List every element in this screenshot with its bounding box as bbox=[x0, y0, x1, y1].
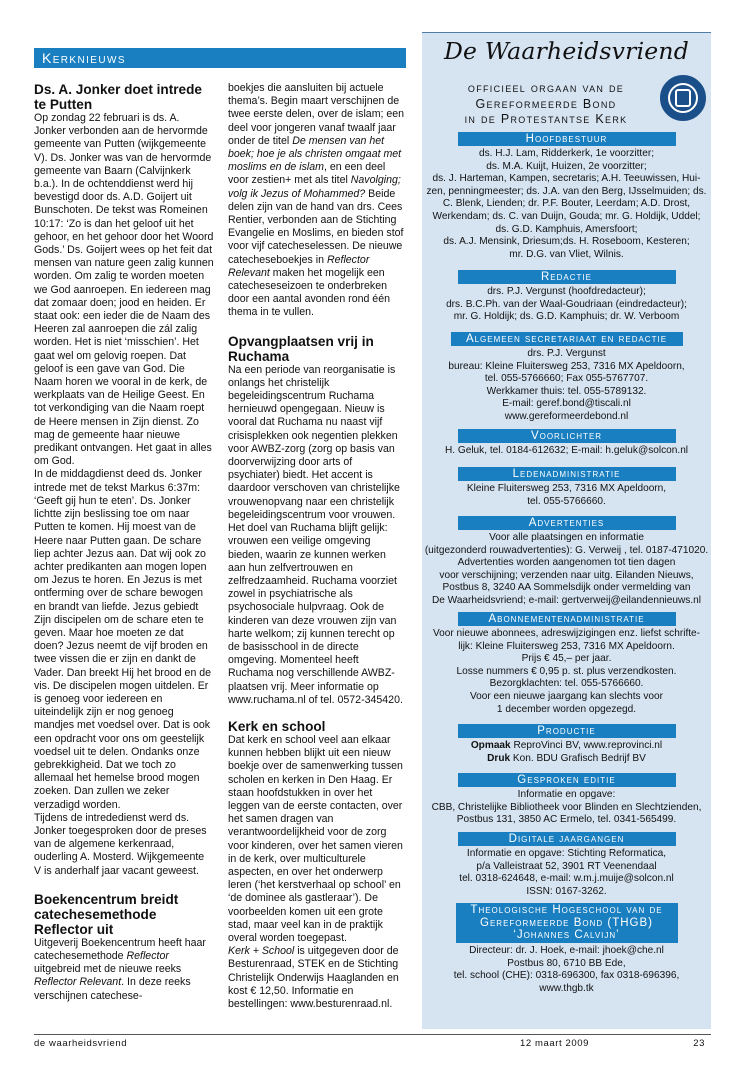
colophon-heading: Theologische Hogeschool van de Gereformeerde Bond (THGB) ‘Johannes Calvijn’ bbox=[456, 903, 678, 943]
masthead-title: De Waarheidsvriend bbox=[444, 37, 689, 65]
colophon-abonnementen: Abonnementenadministratie Voor nieuwe abonnees, adreswijzigingen enz. liefst schrifte- lijk: Kleine Fluitersweg 253, 7316 MX Apeldoorn. Prijs € 45,– per jaar. Losse nummers € 0,95 p. st. plus verzendkosten. Bezorgklachten: tel. 055-5766660. Voor een nieuwe jaargang kan slechts voor 1 december worden opgezegd. bbox=[432, 613, 701, 715]
footer-date: 12 maart 2009 bbox=[520, 1038, 590, 1049]
paragraph: Kerk + School is uitgegeven door de Besturenraad, STEK en de Stichting Christelijk Onderwijs Haaglanden en kost € 12,50. Informatie en bestellingen: www.besturenraad.nl. bbox=[228, 945, 399, 1010]
paragraph: Uitgeverij Boekencentrum heeft haar catechesemethode Reflector uitgebreid met de nieuwe reeks Reflector Relevant. In deze reeks verschijnen catechese- bbox=[34, 936, 206, 1002]
colophon-heading: Ledenadministratie bbox=[458, 467, 676, 481]
article-column-1 bbox=[34, 82, 214, 1003]
colophon-voorlichter: Voorlichter H. Geluk, tel. 0184-612632; E-mail: h.geluk@solcon.nl bbox=[444, 430, 689, 456]
paragraph: Tijdens de intrededienst werd ds. Jonker toegesproken door de preses van de algemene kerkenraad, ouderling A. Mosterd. Wijkgemeente V is anderhalf jaar vacant geweest. bbox=[34, 811, 207, 877]
masthead-subtitle: officieel orgaan van de Gereformeerde Bond in de Protestantse Kerk bbox=[464, 81, 628, 126]
bond-seal-icon bbox=[660, 75, 706, 121]
footer-magazine-name: de waarheidsvriend bbox=[34, 1038, 128, 1049]
colophon-sidebar bbox=[422, 32, 711, 1029]
colophon-redactie: Redactie drs. P.J. Vergunst (hoofdredacteur); drs. B.C.Ph. van der Waal-Goudriaan (eindredacteur); mr. G. Holdijk; ds. G.D. Kamphuis; dr. W. Verboom bbox=[446, 271, 687, 323]
colophon-advertenties: Advertenties Voor alle plaatsingen en informatie (uitgezonderd rouwadvertenties): G. Verweij , tel. 0187-471020. Advertenties worden aangenomen tot tien dagen voor verschijning; verzenden naar uitg. Eilanden Nieuws, Postbus 8, 3240 AA Sommelsdijk onder vermelding van De Waarheidsvriend; e-mail: gertverweij@eilandennieuws.nl bbox=[424, 517, 709, 606]
colophon-heading: Voorlichter bbox=[458, 429, 676, 443]
colophon-hoofdbestuur: Hoofdbestuur ds. H.J. Lam, Ridderkerk, 1e voorzitter; ds. M.A. Kuijt, Huizen, 2e voorzitter; ds. J. Harteman, Kampen, secretaris; A.H. Teeuwissen, Hui- zen, penningmeester; ds. J.A. van den Berg, IJsselmuiden; ds. C. Blenk, Lienden; dr. P.F. Bouter, Leerdam; A.D. Drost, Werkendam; ds. C. van Duijn, Gouda; mr. G. Holdijk, Uddel; ds. G.D. Kamphuis, Amersfoort; ds. A.J. Mensink, Driesum;ds. H. Roseboom, Kesteren; mr. D.G. van Vliet, Wilnis. bbox=[426, 133, 707, 260]
colophon-heading: Gesproken editie bbox=[458, 773, 676, 787]
colophon-heading: Algemeen secretariaat en redactie bbox=[451, 332, 683, 346]
paragraph: Op zondag 22 februari is ds. A. Jonker verbonden aan de hervormde gemeente van Putten (wijkgemeente V). Ds. Jonker was van de hervormde gemeente van Baarn (Calvijnkerk b.a.). In de ochtenddienst werd hij bevestigd door ds. A.D. Goijert uit Bunschoten. De tekst was Romeinen 10:17: ‘Zo is dan het geloof uit het gehoor, en het gehoor door het Woord Gods.’ Ds. Goijert wees op het feit dat mensen van nature geen zalig kunnen worden. Om zalig te worden moeten we God aanroepen. En iedereen mag dat zomaar doen; jood en heiden. Er staat ook: een ieder die de Naam des Heeren zal aanroepen die zál zalig worden. Het is niet ‘misschien’. Het gaat wel om gelovig roepen. Dat geloof is een gave van God. Die Naam horen we vooral in de kerk, de werkplaats van de Heilige Geest. En tot verkondiging van die Naam roept de Heere mensen in Zijn dienst. Zo mag de gemeente haar nieuwe predikant ontvangen. Het gaat in alles om God. bbox=[34, 112, 214, 468]
colophon-digitale-jaargangen: Digitale jaargangen Informatie en opgave: Stichting Reformatica, p/a Valleistraat 52, 3901 RT Veenendaal tel. 0318-624648, e-mail: w.m.j.muije@solcon.nl ISSN: 0167-3262. bbox=[459, 833, 674, 897]
colophon-heading: Advertenties bbox=[458, 516, 676, 530]
section-header-kerknieuws: Kerknieuws bbox=[34, 48, 406, 68]
headline-ruchama: Opvangplaatsen vrij in Ruchama bbox=[228, 333, 374, 364]
colophon-heading: Productie bbox=[458, 724, 676, 738]
colophon-productie: Productie Opmaak ReproVinci BV, www.reprovinci.nl Druk Kon. BDU Grafisch Bedrijf BV bbox=[422, 724, 711, 765]
colophon-heading: Redactie bbox=[458, 270, 676, 284]
colophon-heading: Digitale jaargangen bbox=[458, 832, 676, 846]
page-footer bbox=[34, 1034, 711, 1050]
colophon-gesproken-editie: Gesproken editie Informatie en opgave: CBB, Christelijke Bibliotheek voor Blinden en Slechtzienden, Postbus 131, 3850 AC Ermelo, tel. 0341-565499. bbox=[431, 774, 702, 826]
article-column-2 bbox=[228, 82, 406, 1011]
paragraph: Het doel van Ruchama blijft gelijk: vrouwen een veilige omgeving bieden, waarin ze kunnen werken aan hun zelfvertrouwen en zelfredzaamheid. Ruchama voorziet zowel in psychiatrische als psychosociale hulpvraag. Ook de kinderen van deze vrouwen zijn van harte welkom; zij kunnen terecht op de basisschool in de directe omgeving. Momenteel heeft Ruchama nog verschillende AWBZ-plaatsen vrij. Meer informatie op www.ruchama.nl of tel. 0572-345420. bbox=[228, 522, 403, 706]
headline-boekencentrum: Boekencentrum breidt catechesemethode Reflector uit bbox=[34, 891, 179, 937]
paragraph: Dat kerk en school veel aan elkaar kunnen hebben blijkt uit een nieuw boekje over de samenwerking tussen scholen en kerken in Den Haag. Er staan hoofdstukken in over het leggen van de eerste contacten, over het samen dragen van verantwoordelijkheid voor de zorg voor kinderen, over het samen vieren in de kerk, over multiculturele aspecten, en over het onderwerp leren (‘het kerstverhaal op school’ en ‘de dominee als gastleraar’). De voorbeelden komen uit een grote stad, maar veel kan in de praktijk overal worden toegepast. bbox=[228, 733, 403, 944]
paragraph: Na een periode van reorganisatie is onlangs het christelijk begeleidingscentrum Ruchama hernieuwd opengegaan. Nieuw is vooral dat Ruchama nu naast vijf crisisplekken ook negentien plekken voor AWBZ-zorg (zorg op basis van doorverwijzing door arts of psychiater) biedt. Het accent is daardoor verschoven van christelijke vrouwenopvang naar een christelijk begeleidingscentrum voor vrouwen. bbox=[228, 363, 400, 521]
colophon-secretariaat: Algemeen secretariaat en redactie drs. P.J. Vergunst bureau: Kleine Fluitersweg 253, 7316 MX Apeldoorn, tel. 055-5766660; Fax 055-5767707. Werkkamer thuis: tel. 055-5789132. E-mail: geref.bond@tiscali.nl www.gereformeerdebond.nl bbox=[448, 333, 685, 422]
colophon-ledenadministratie: Ledenadministratie Kleine Fluitersweg 253, 7316 MX Apeldoorn, tel. 055-5766660. bbox=[422, 467, 711, 508]
colophon-thgb: Theologische Hogeschool van de Gereformeerde Bond (THGB) ‘Johannes Calvijn’ Directeur: dr. J. Hoek, e-mail: jhoek@che.nl Postbus 80, 6710 BB Ede, tel. school (CHE): 0318-696300, fax 0318-696396, www.thgb.tk bbox=[453, 904, 680, 994]
footer-page-number: 23 bbox=[693, 1038, 705, 1049]
colophon-heading: Hoofdbestuur bbox=[458, 132, 676, 146]
paragraph: In de middagdienst deed ds. Jonker intrede met de tekst Markus 6:37m: ‘Geeft gij hun te eten’. Ds. Jonker lichtte zijn beslissing toe om naar Putten te komen. Hij moest van de Heere naar Putten gaan. De schare liep achter Jezus aan. Dat wij ook zo achter predikanten aan mogen lopen om Jezus te horen. En Jezus is met ontferming over de schare bewogen en brandt van liefde. Jezus gebiedt Zijn discipelen om de schare eten te geven. Maar hoe moeten ze dat doen? Jezus neemt de vijf broden en twee vissen die er zijn en dankt de Vader. Dan breekt Hij het brood en de vis. De discipelen mogen uitdelen. Er is genoeg voor iedereen en uiteindelijk zijn er nog genoeg mandjes met voedsel over. Dat is ook een opdracht voor ons om geestelijk voedsel uit te delen. Ondanks onze gebrekkigheid. Dat we toch zo allemaal het hemelse brood mogen zoeken. Dan zullen we zeker verzadigd worden. bbox=[34, 468, 212, 811]
headline-kerk-en-school: Kerk en school bbox=[228, 718, 326, 734]
headline-jonker-intrede: Ds. A. Jonker doet intrede te Putten bbox=[34, 82, 202, 112]
colophon-heading: Abonnementenadministratie bbox=[458, 612, 676, 626]
paragraph: boekjes die aansluiten bij actuele thema’s. Begin maart verschijnen de twee eerste delen, over de islam; een deel voor jongeren vanaf twaalf jaar onder de titel De mensen van het boek; hoe je als christen omgaat met moslims en de islam, en een deel voor zestien+ met als titel Navolging; volg ik Jezus of Mohammed? Beide delen zijn van de hand van drs. Cees Rentier, verbonden aan de Stichting Evangelie en Moslims, en bieden stof voor vijf catecheselessen. De nieuwe catecheseboekjes in Reflector Relevant maken het mogelijk een catecheseseizoen te onderbreken door een aantal avonden rond één thema in te vullen. bbox=[228, 82, 405, 319]
